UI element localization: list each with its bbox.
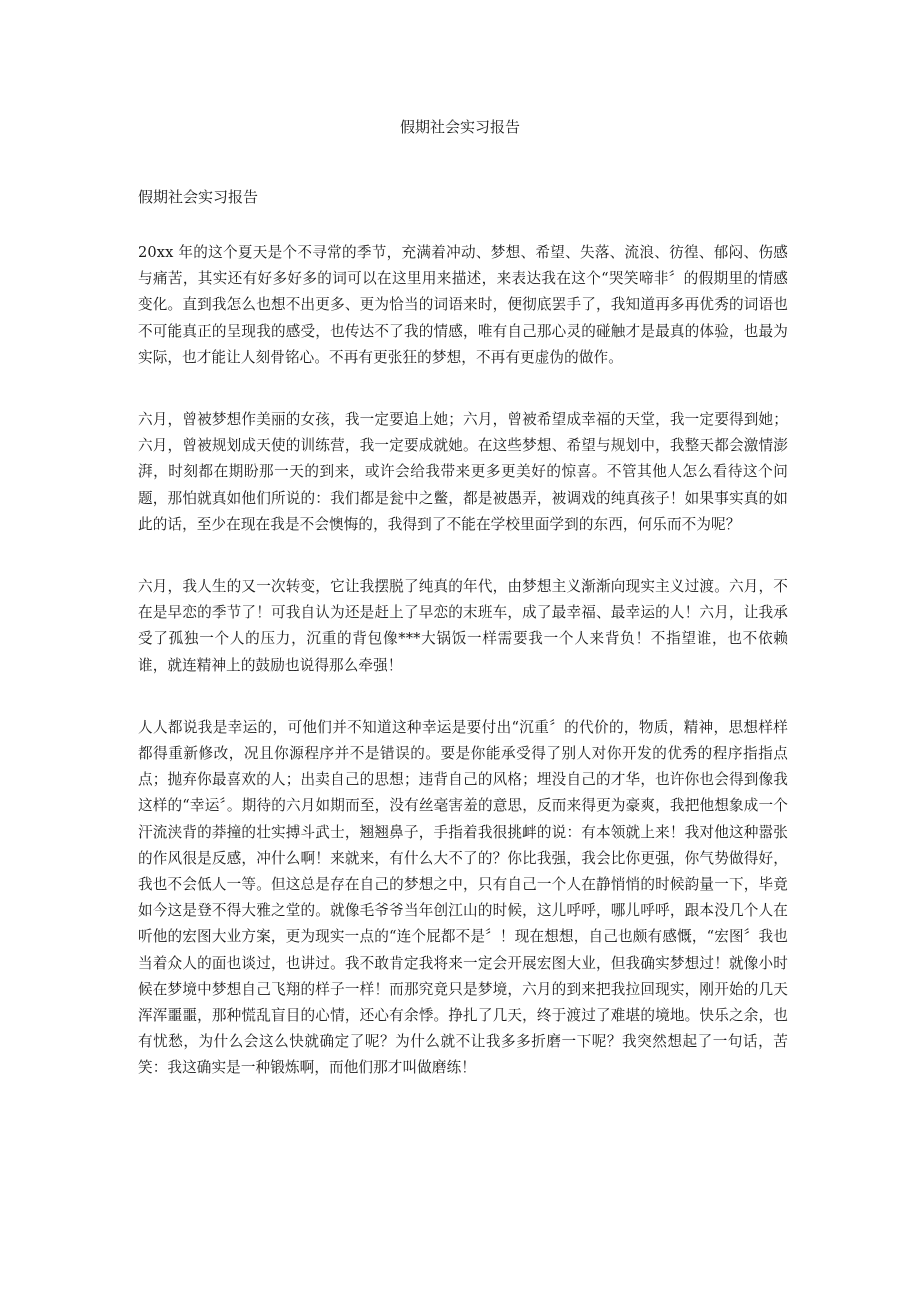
paragraph-4: 人人都说我是幸运的，可他们并不知道这种幸运是要付出“沉重〞的代价的，物质，精神，思想样样都得重新修改，况且你源程序并不是错误的。要是你能承受得了别人对你开发的优秀的程序指指点点；抛弃你最喜欢的人；出卖自己的思想；违背自己的风格；埋没自己的才华，也许你也会得到像我这样的“幸运〞。期待的六月如期而至，没有丝毫害羞的意思，反而来得更为豪爽，我把他想象成一个汗流浃背的莽撞的壮实搏斗武士，翘翘鼻子，手指着我很挑衅的说：有本领就上来！我对他这种嚣张的作风很是反感，冲什么啊！来就来，有什么大不了的？你比我强，我会比你更强，你气势做得好，我也不会低人一等。但这总是存在自己的梦想之中，只有自己一个人在静悄悄的时候韵量一下，毕竟如今这是登不得大雅之堂的。就像毛爷爷当年创江山的时候，这儿呼呼，哪儿呼呼，跟本没几个人在听他的宏图大业方案，更为现实一点的“连个屁都不是〞！现在想想，自己也颇有感慨，“宏图〞我也当着众人的面也谈过，也讲过。我不敢肯定我将来一定会开展宏图大业，但我确实梦想过！就像小时候在梦境中梦想自己飞翔的样子一样！而那究竟只是梦境，六月的到来把我拉回现实，刚开始的几天浑浑噩噩，那种慌乱盲目的心情，还心有余悸。挣扎了几天，终于渡过了难堪的境地。快乐之余，也有忧愁，为什么会这么快就确定了呢？为什么就不让我多多折磨一下呢？我突然想起了一句话，苦笑：我这确实是一种锻炼啊，而他们那才叫做磨练！ — [138, 718, 788, 1077]
paragraph-3: 六月，我人生的又一次转变，它让我摆脱了纯真的年代，由梦想主义渐渐向现实主义过渡。六月，不在是早恋的季节了！可我自认为还是赶上了早恋的末班车，成了最幸福、最幸运的人！六月，让我承受了孤独一个人的压力，沉重的背包像***大锅饭一样需要我一个人来背负！不指望谁，也不依赖谁，就连精神上的鼓励也说得那么牵强！ — [138, 578, 788, 674]
document-title: 假期社会实习报告 — [399, 118, 520, 136]
document-subtitle: 假期社会实习报告 — [138, 188, 259, 206]
paragraph-2: 六月，曾被梦想作美丽的女孩，我一定要追上她；六月，曾被希望成幸福的天堂，我一定要得到她；六月，曾被规划成天使的训练营，我一定要成就她。在这些梦想、希望与规划中，我整天都会激情澎湃，时刻都在期盼那一天的到来，或许会给我带来更多更美好的惊喜。不管其他人怎么看待这个问题，那怕就真如他们所说的：我们都是瓮中之鳖，都是被愚弄，被调戏的纯真孩子！如果事实真的如此的话，至少在现在我是不会懊悔的，我得到了不能在学校里面学到的东西，何乐而不为呢？ — [138, 411, 788, 533]
paragraph-1: 20xx 年的这个夏天是个不寻常的季节，充满着冲动、梦想、希望、失落、流浪、彷徨、郁闷、伤感与痛苦，其实还有好多好多的词可以在这里用来描述，来表达我在这个“哭笑啼非〞的假期里的情感变化。直到我怎么也想不出更多、更为恰当的词语来时，便彻底罢手了，我知道再多再优秀的词语也不可能真正的呈现我的感受，也传达不了我的情感，唯有自己那心灵的碰触才是最真的体验，也最为实际，也才能让人刻骨铭心。不再有更张狂的梦想，不再有更虚伪的做作。 — [138, 244, 788, 366]
document-body — [138, 240, 788, 1118]
